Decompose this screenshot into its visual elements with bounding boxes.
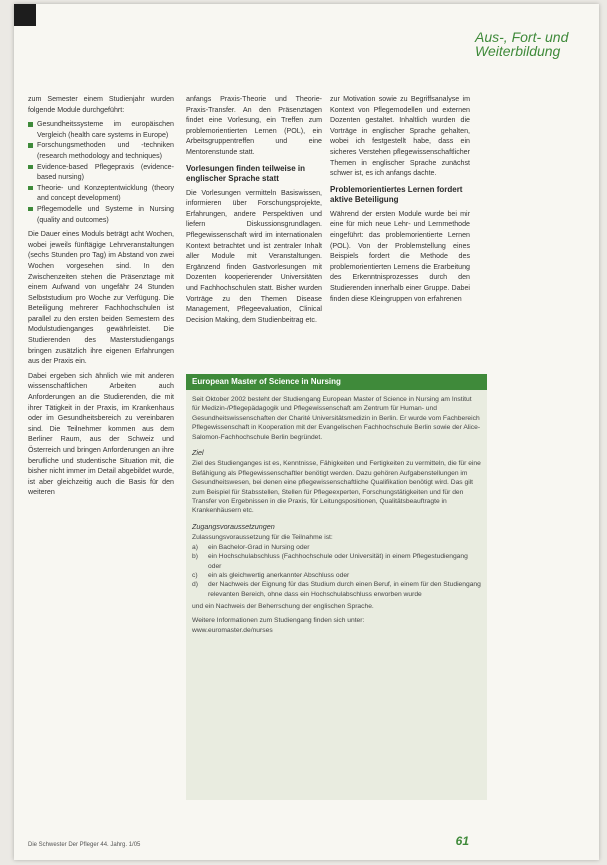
goal-heading: Ziel — [192, 448, 204, 458]
info-box-title: European Master of Science in Nursing — [186, 374, 487, 390]
corner-mark — [14, 4, 36, 26]
requirements-list — [192, 543, 481, 599]
col3-heading: Problemorientiertes Lernen fordert aktive Beteiligung — [330, 184, 463, 204]
goal-text: Ziel des Studienganges ist es, Kenntnisse, Fähigkeiten und Fertigkeiten zu vermitteln, die für eine Befähigung als Pflegewissenschaftler benötigt werden. Dazu gehören Aufgabenstellungen im Gesundheitswesen, bei denen eine pflegewissenschaftliche Qualifikation benötigt wird. Das gilt zum Beispiel für Stabsstellen, Stellen für Pflegeexperten, Forschungstätigkeiten und für den Transfer von Ergebnissen in die Praxis, für Leitungspositionen, Qualitätsbeauftragte in Krankenhäusern etc. — [192, 460, 481, 515]
column-3 — [330, 94, 470, 308]
item-text: der Nachweis der Eignung für das Studium durch einen Beruf, in einem für den Studiengang relevanten Bereich, ohne dass ein Hochschulabschluss erworben wurde — [208, 581, 481, 598]
info-box-intro: Seit Oktober 2002 besteht der Studiengang European Master of Science in Nursing am Institut für Medizin-/Pflegepädagogik und Pflegewissenschaft am Zentrum für Human- und Gesundheitswissenschaften der Charité Universitätsmedizin in Berlin. Er wurde vom Fachbereich Pflegewissenschaft in Kooperation mit der Evangelischen Fachhochschule Berlin sowie der Alice-Salomon-Fachhochschule Berlin begründet. — [192, 396, 481, 441]
requirements-heading: Zugangsvoraussetzungen — [192, 521, 275, 531]
list-item: Theorie- und Konzeptentwicklung (theory and concept development) — [28, 183, 174, 204]
column-1 — [28, 94, 174, 849]
item-marker: c) — [192, 571, 198, 579]
item-text: ein als gleichwertig anerkannter Abschluss oder — [208, 571, 350, 579]
item-text: ein Bachelor-Grad in Nursing oder — [208, 543, 310, 551]
requirements-outro: und ein Nachweis der Beherrschung der englischen Sprache. — [192, 603, 374, 611]
col3-paragraph: zur Motivation sowie zu Begriffsanalyse im Kontext von Pflegemodellen und externen Dozenten gestaltet. Inhaltlich wurden die Vorträge in englischer Sprache gehalten, wobei ich festgestellt habe, dass ein sicheres Verstehen pflegewissenschaftlicher Themen in englischer Sprache zunächst schwer ist, es ich anfangs dachte. — [330, 95, 470, 178]
col2-paragraph: Die Vorlesungen vermitteln Basiswissen, informieren über Forschungsprojekte, Erfahrungen, andere Perspektiven und liefern Diskussionsgrundlagen. Pflegewissenschaft wird im internationalen Kontext betrachtet und ist zentraler Inhalt aller Module mit Veranstaltungen. Ergänzend finden Gastvorlesungen mit Dozenten kooperierender Universitäten und Fachhochschulen statt. Bisher wurden Vorträge zu den Themen Disease Management, Pflegeevaluation, Clinical Decision Making, dem Studienbeitrag etc. — [186, 188, 322, 324]
col2-heading: Vorlesungen finden teilweise in englischer Sprache statt — [186, 163, 305, 183]
requirements-intro: Zulassungsvoraussetzung für die Teilnahme ist: — [192, 534, 333, 542]
col1-intro: zum Semester einem Studienjahr wurden folgende Module durchgeführt: — [28, 95, 174, 114]
list-item — [192, 543, 481, 552]
info-link[interactable]: www.euromaster.de/nurses — [192, 626, 273, 634]
item-marker: b) — [192, 553, 198, 561]
list-item: Forschungsmethoden und -techniken (research methodology and techniques) — [28, 140, 174, 161]
col3-paragraph: Während der ersten Module wurde bei mir eine für mich neue Lehr- und Lernmethode eingeführt: das problemorientierte Lernen (POL). Von der Problemstellung eines Beispiels fordert die Methode des problemorientierten Lernens die Erarbeitung des Erkenntnisprozesses durch den Studierenden innerhalb einer Gruppe. Dabei finden diese Kleingruppen von erfahrenen — [330, 209, 470, 303]
info-box-body — [186, 390, 487, 635]
magazine-page — [14, 4, 599, 860]
col1-paragraph: Dabei ergeben sich ähnlich wie mit anderen wissenschaftlichen Arbeiten auch Anforderungen an die Studierenden, die mit ihrer Tätigkeit in der Praxis, im Krankenhaus oder im Gesundheitsbereich zu vereinbaren sind. Die Teilnehmer kommen aus dem Berliner Raum, aus der Schweiz und Österreich und bringen Anforderungen an ihre berufliche und studentische Situation mit, die bisher nicht immer im Detail abgebildet wurde, ist aber gleichzeitig auch die Basis für den weiteren — [28, 371, 174, 497]
list-item — [192, 552, 481, 571]
page-number: 61 — [455, 834, 469, 848]
item-marker: a) — [192, 543, 198, 551]
list-item: Gesundheitssysteme im europäischen Vergleich (health care systems in Europe) — [28, 119, 174, 140]
info-box — [186, 374, 487, 800]
list-item: Pflegemodelle und Systeme in Nursing (quality and outcomes) — [28, 204, 174, 225]
item-marker: d) — [192, 581, 198, 589]
col2-paragraph: anfangs Praxis-Theorie und Theorie-Praxis-Transfer. An den Präsenztagen findet eine Vorlesung, ein Treffen zum problemorientierten Lernen (POL), ein Arbeitsgruppentreffen und eine Mentorenstunde statt. — [186, 95, 322, 156]
col1-paragraph: Die Dauer eines Moduls beträgt acht Wochen, wobei jeweils fünftägige Lehrveranstaltungen (sechs Stunden pro Tag) im Abstand von zwei Wochen vorgesehen sind. In den Zwischenzeiten stehen die Präsenztage mit einem Aufwand von ungefähr 24 Stunden Selbststudium pro Woche zur Verfügung. Die Beteiligung mehrerer Fachhochschulen ist parallel zu den ersten beiden Semestern des Modulstudienganges gewährleistet. Die Studierenden des Masterstudiengangs bringen zusätzlich ihre eigenen Erfahrungen aus der Praxis ein. — [28, 230, 174, 366]
module-list — [28, 119, 174, 225]
list-item: Evidence-based Pflegepraxis (evidence-based nursing) — [28, 162, 174, 183]
more-info-text: Weitere Informationen zum Studiengang finden sich unter: — [192, 616, 365, 624]
footer-citation: Die Schwester Der Pfleger 44. Jahrg. 1/05 — [28, 842, 141, 848]
column-2 — [186, 94, 322, 329]
list-item — [192, 571, 481, 580]
section-tag: Aus-, Fort- und Weiterbildung — [475, 29, 569, 59]
item-text: ein Hochschulabschluss (Fachhochschule oder Universität) in einem Pflegestudiengang oder — [208, 553, 468, 570]
list-item — [192, 580, 481, 599]
